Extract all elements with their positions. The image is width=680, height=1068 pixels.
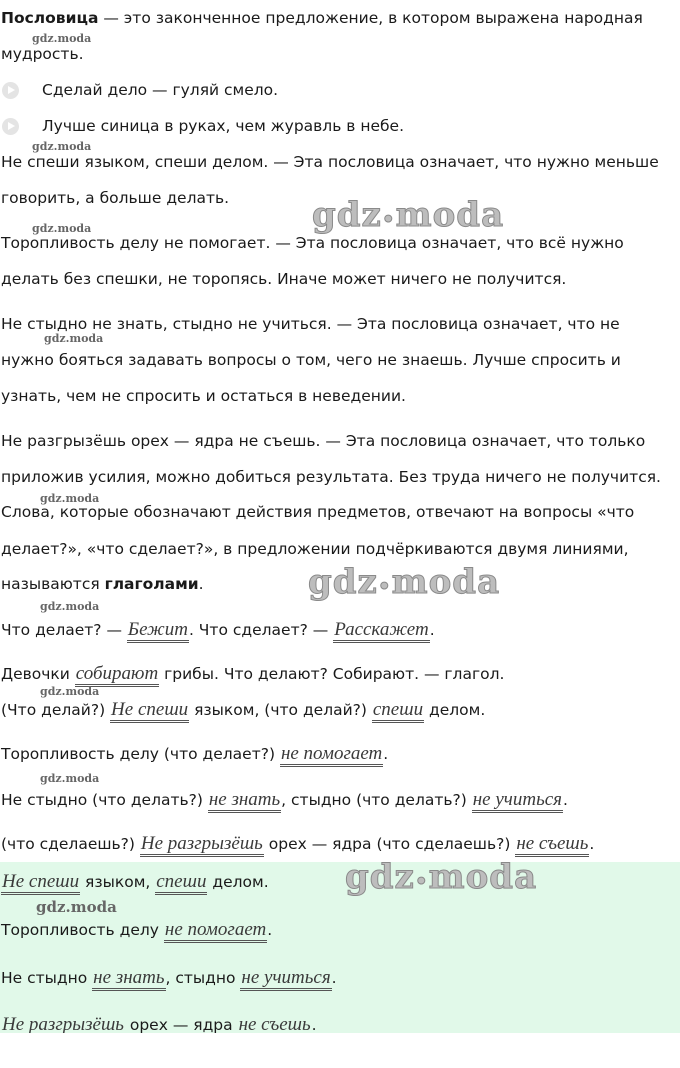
explanation-3-line-2: нужно бояться задавать вопросы о том, чего не знаешь. Лучше спросить и — [1, 351, 621, 369]
watermark-large: gdz•moda — [312, 195, 505, 235]
questions-line: Что делает? — Бежит. Что сделает? — Расскажет. — [1, 620, 435, 640]
explanation-2-line-2: делать без спешки, не торопясь. Иначе может ничего не получится. — [1, 270, 567, 288]
definition-line-1: Пословица — это законченное предложение, в котором выражена народная — [1, 9, 643, 27]
handwritten-verb: Не спеши — [1, 871, 80, 895]
explanation-1-line-1: Не спеши языком, спеши делом. — Эта пословица означает, что нужно меньше — [1, 153, 659, 171]
verbs-term: глаголами — [104, 575, 199, 593]
answer-line-3: Не стыдно не знать, стыдно не учиться. — [1, 968, 337, 988]
handwritten-verb: не знать — [92, 967, 165, 991]
play-bullet-icon — [2, 118, 19, 135]
watermark-small: gdz.moda — [32, 32, 92, 45]
verbs-line-1: Слова, которые обозначают действия предметов, отвечают на вопросы «что — [1, 503, 635, 521]
watermark-small: gdz.moda — [40, 685, 100, 698]
answer-line-4: Не разгрызёшь орех — ядра не съешь. — [1, 1015, 317, 1033]
analysis-line-2: Торопливость делу (что делает?) не помогает. — [1, 744, 388, 764]
definition-term: Пословица — [1, 9, 99, 27]
explanation-4-line-2: приложив усилия, можно добиться результата. Без труда ничего не получится. — [1, 468, 661, 486]
watermark-small: gdz.moda — [32, 140, 92, 153]
definition-line-2: мудрость. — [1, 45, 84, 63]
handwritten-verb: спеши — [372, 699, 424, 723]
handwritten-verb: не помогает — [280, 743, 383, 767]
watermark-small: gdz.moda — [40, 600, 100, 613]
watermark-small: gdz.moda — [32, 222, 92, 235]
handwritten-verb: собирают — [75, 663, 159, 687]
verbs-line-3: называются глаголами. — [1, 575, 204, 593]
watermark-large: gdz•moda — [345, 857, 538, 897]
watermark-small: gdz.moda — [40, 772, 100, 785]
handwritten-verb: не знать — [208, 789, 281, 813]
watermark-small: gdz.moda — [40, 492, 100, 505]
handwritten-verb: спеши — [155, 871, 207, 895]
watermark-large: gdz•moda — [308, 562, 501, 602]
watermark-small: gdz.moda — [36, 898, 117, 916]
handwritten-verb: не съешь — [238, 1015, 312, 1033]
explanation-1-line-2: говорить, а больше делать. — [1, 189, 230, 207]
watermark-small: gdz.moda — [44, 332, 104, 345]
answer-line-1: Не спеши языком, спеши делом. — [1, 872, 269, 892]
handwritten-verb: не учиться — [240, 967, 331, 991]
play-bullet-icon — [2, 82, 19, 99]
handwritten-verb: Не разгрызёшь — [140, 833, 264, 857]
example-1: Сделай дело — гуляй смело. — [42, 81, 279, 99]
example-2: Лучше синица в руках, чем журавль в небе. — [42, 117, 405, 135]
handwritten-verb: не помогает — [164, 919, 267, 943]
handwritten-verb: Расскажет — [333, 619, 430, 643]
handwritten-verb: не учиться — [472, 789, 563, 813]
analysis-line-1: (Что делай?) Не спеши языком, (что делай?) спеши делом. — [1, 700, 485, 720]
explanation-2-line-1: Торопливость делу не помогает. — Эта пословица означает, что всё нужно — [1, 234, 624, 252]
handwritten-verb: не съешь — [515, 833, 589, 857]
verbs-line-2: делает?», «что сделает?», в предложении подчёркиваются двумя линиями, — [1, 540, 629, 558]
explanation-3-line-1: Не стыдно не знать, стыдно не учиться. — Эта пословица означает, что не — [1, 315, 620, 333]
analysis-line-4: (что сделаешь?) Не разгрызёшь орех — ядра (что сделаешь?) не съешь. — [1, 834, 594, 854]
explanation-4-line-1: Не разгрызёшь орех — ядра не съешь. — Эта пословица означает, что только — [1, 432, 646, 450]
handwritten-verb: Не разгрызёшь — [1, 1015, 125, 1033]
explanation-3-line-3: узнать, чем не спросить и остаться в неведении. — [1, 387, 406, 405]
answer-line-2: Торопливость делу не помогает. — [1, 920, 272, 940]
analysis-line-3: Не стыдно (что делать?) не знать, стыдно (что делать?) не учиться. — [1, 790, 568, 810]
handwritten-verb: Бежит — [127, 619, 189, 643]
girls-line: Девочки собирают грибы. Что делают? Собирают. — глагол. — [1, 664, 504, 684]
handwritten-verb: Не спеши — [110, 699, 189, 723]
